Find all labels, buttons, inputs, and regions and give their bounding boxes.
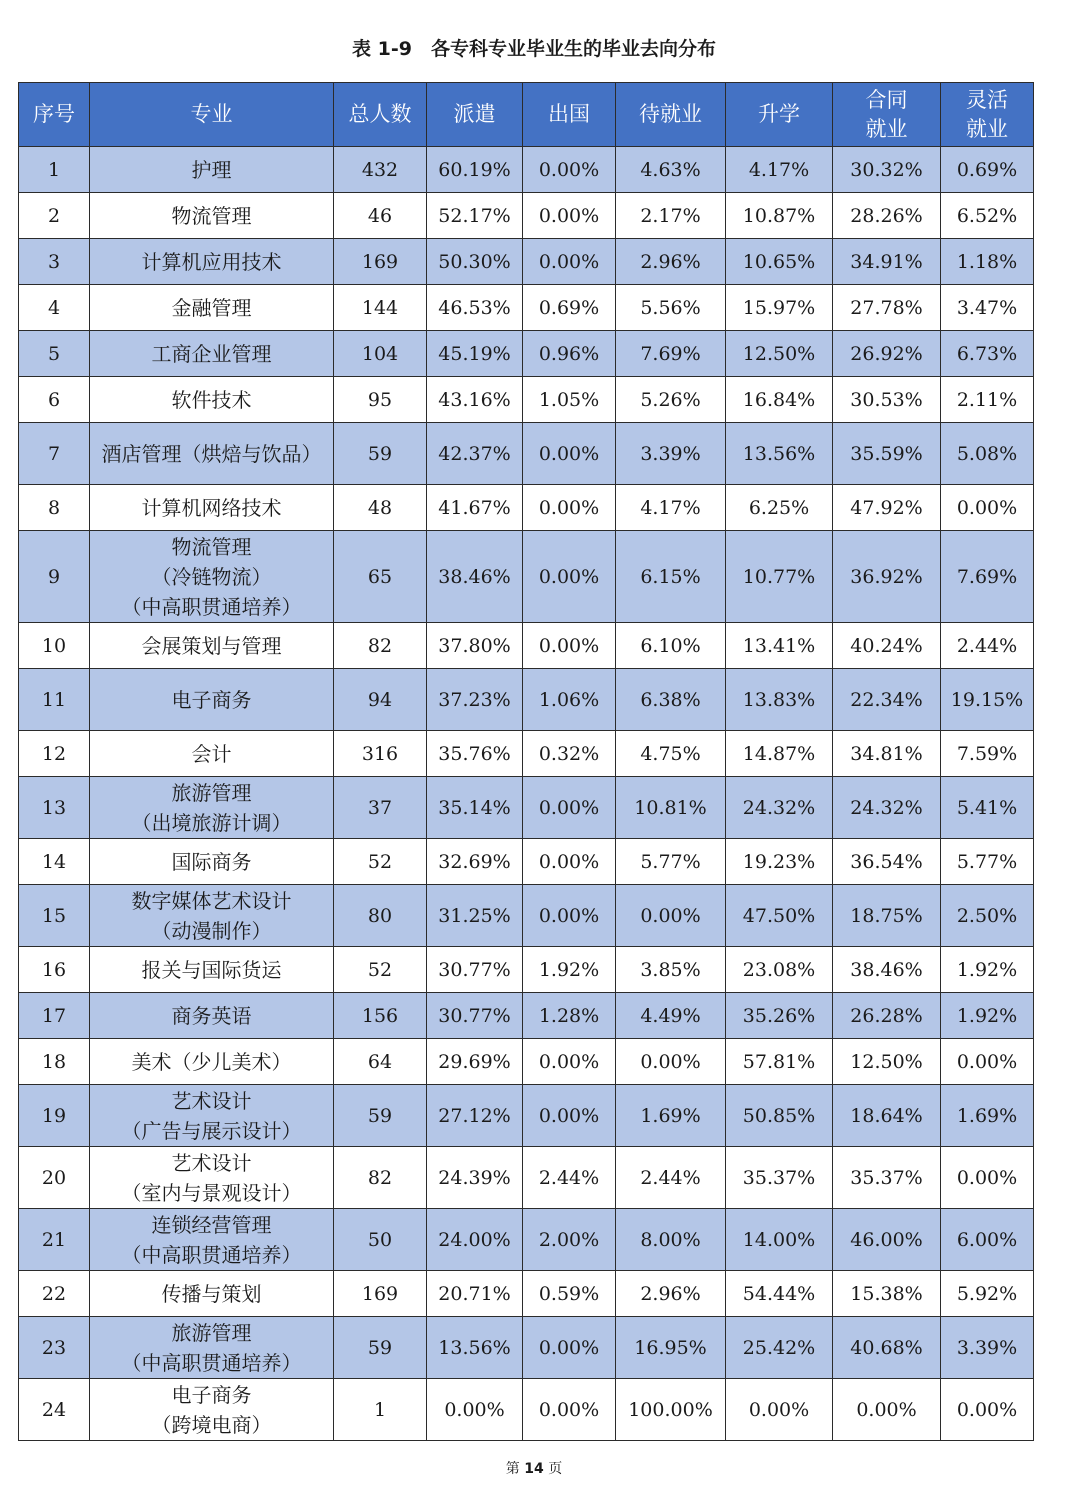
cell-flexible: 1.69% bbox=[941, 1085, 1034, 1147]
cell-total: 156 bbox=[334, 993, 427, 1039]
table-row bbox=[19, 623, 1034, 669]
table-row bbox=[19, 331, 1034, 377]
cell-contract: 22.34% bbox=[833, 669, 941, 731]
cell-contract: 46.00% bbox=[833, 1209, 941, 1271]
cell-abroad: 0.00% bbox=[523, 1379, 616, 1441]
table-row bbox=[19, 147, 1034, 193]
cell-waiting: 4.75% bbox=[616, 731, 726, 777]
cell-flexible: 5.08% bbox=[941, 423, 1034, 485]
cell-flexible: 6.52% bbox=[941, 193, 1034, 239]
cell-further-study: 15.97% bbox=[726, 285, 833, 331]
cell-contract: 35.59% bbox=[833, 423, 941, 485]
cell-dispatch: 37.23% bbox=[427, 669, 523, 731]
cell-index: 23 bbox=[19, 1317, 90, 1379]
cell-dispatch: 38.46% bbox=[427, 531, 523, 623]
cell-waiting: 5.26% bbox=[616, 377, 726, 423]
cell-index: 4 bbox=[19, 285, 90, 331]
cell-further-study: 14.87% bbox=[726, 731, 833, 777]
cell-major: 商务英语 bbox=[90, 993, 334, 1039]
cell-further-study: 54.44% bbox=[726, 1271, 833, 1317]
cell-total: 50 bbox=[334, 1209, 427, 1271]
cell-waiting: 8.00% bbox=[616, 1209, 726, 1271]
cell-flexible: 7.69% bbox=[941, 531, 1034, 623]
cell-further-study: 10.77% bbox=[726, 531, 833, 623]
cell-total: 95 bbox=[334, 377, 427, 423]
table-row bbox=[19, 993, 1034, 1039]
cell-major: 软件技术 bbox=[90, 377, 334, 423]
cell-dispatch: 30.77% bbox=[427, 947, 523, 993]
cell-major: 旅游管理 （出境旅游计调） bbox=[90, 777, 334, 839]
cell-further-study: 10.65% bbox=[726, 239, 833, 285]
cell-index: 16 bbox=[19, 947, 90, 993]
cell-contract: 34.81% bbox=[833, 731, 941, 777]
cell-index: 8 bbox=[19, 485, 90, 531]
cell-waiting: 3.85% bbox=[616, 947, 726, 993]
cell-major: 连锁经营管理 （中高职贯通培养） bbox=[90, 1209, 334, 1271]
cell-total: 104 bbox=[334, 331, 427, 377]
cell-total: 316 bbox=[334, 731, 427, 777]
cell-waiting: 7.69% bbox=[616, 331, 726, 377]
table-row bbox=[19, 1317, 1034, 1379]
cell-total: 82 bbox=[334, 623, 427, 669]
cell-dispatch: 20.71% bbox=[427, 1271, 523, 1317]
header-index: 序号 bbox=[19, 83, 90, 147]
cell-abroad: 0.00% bbox=[523, 239, 616, 285]
cell-contract: 18.64% bbox=[833, 1085, 941, 1147]
cell-contract: 36.92% bbox=[833, 531, 941, 623]
cell-major: 电子商务 （跨境电商） bbox=[90, 1379, 334, 1441]
cell-waiting: 5.56% bbox=[616, 285, 726, 331]
cell-abroad: 0.59% bbox=[523, 1271, 616, 1317]
cell-abroad: 0.00% bbox=[523, 885, 616, 947]
cell-major: 会展策划与管理 bbox=[90, 623, 334, 669]
cell-further-study: 14.00% bbox=[726, 1209, 833, 1271]
cell-further-study: 4.17% bbox=[726, 147, 833, 193]
cell-abroad: 1.05% bbox=[523, 377, 616, 423]
cell-dispatch: 45.19% bbox=[427, 331, 523, 377]
cell-dispatch: 41.67% bbox=[427, 485, 523, 531]
cell-major: 传播与策划 bbox=[90, 1271, 334, 1317]
header-dispatch: 派遣 bbox=[427, 83, 523, 147]
page-footer bbox=[0, 1458, 1068, 1478]
cell-abroad: 2.00% bbox=[523, 1209, 616, 1271]
footer-suffix: 页 bbox=[548, 1461, 563, 1477]
cell-index: 24 bbox=[19, 1379, 90, 1441]
table-title: 表 1-9 各专科专业毕业生的毕业去向分布 bbox=[352, 38, 716, 60]
cell-total: 169 bbox=[334, 1271, 427, 1317]
cell-index: 18 bbox=[19, 1039, 90, 1085]
cell-waiting: 16.95% bbox=[616, 1317, 726, 1379]
cell-dispatch: 30.77% bbox=[427, 993, 523, 1039]
cell-total: 46 bbox=[334, 193, 427, 239]
table-row bbox=[19, 777, 1034, 839]
cell-major: 护理 bbox=[90, 147, 334, 193]
cell-flexible: 1.18% bbox=[941, 239, 1034, 285]
cell-index: 20 bbox=[19, 1147, 90, 1209]
cell-waiting: 2.44% bbox=[616, 1147, 726, 1209]
cell-waiting: 4.63% bbox=[616, 147, 726, 193]
cell-flexible: 6.73% bbox=[941, 331, 1034, 377]
cell-waiting: 4.49% bbox=[616, 993, 726, 1039]
cell-index: 12 bbox=[19, 731, 90, 777]
cell-index: 6 bbox=[19, 377, 90, 423]
table-row bbox=[19, 1271, 1034, 1317]
header-contract-employment: 合同 就业 bbox=[833, 83, 941, 147]
cell-further-study: 19.23% bbox=[726, 839, 833, 885]
cell-further-study: 6.25% bbox=[726, 485, 833, 531]
table-row bbox=[19, 731, 1034, 777]
header-waiting: 待就业 bbox=[616, 83, 726, 147]
cell-further-study: 10.87% bbox=[726, 193, 833, 239]
cell-flexible: 19.15% bbox=[941, 669, 1034, 731]
cell-dispatch: 46.53% bbox=[427, 285, 523, 331]
cell-further-study: 12.50% bbox=[726, 331, 833, 377]
cell-abroad: 0.00% bbox=[523, 147, 616, 193]
cell-index: 3 bbox=[19, 239, 90, 285]
cell-index: 9 bbox=[19, 531, 90, 623]
cell-total: 52 bbox=[334, 947, 427, 993]
cell-further-study: 24.32% bbox=[726, 777, 833, 839]
cell-dispatch: 27.12% bbox=[427, 1085, 523, 1147]
cell-total: 1 bbox=[334, 1379, 427, 1441]
cell-abroad: 0.00% bbox=[523, 777, 616, 839]
cell-total: 59 bbox=[334, 423, 427, 485]
cell-further-study: 35.26% bbox=[726, 993, 833, 1039]
cell-abroad: 0.00% bbox=[523, 423, 616, 485]
cell-contract: 27.78% bbox=[833, 285, 941, 331]
table-row bbox=[19, 885, 1034, 947]
cell-total: 48 bbox=[334, 485, 427, 531]
cell-abroad: 0.00% bbox=[523, 623, 616, 669]
cell-waiting: 4.17% bbox=[616, 485, 726, 531]
cell-abroad: 1.28% bbox=[523, 993, 616, 1039]
cell-major: 美术（少儿美术） bbox=[90, 1039, 334, 1085]
cell-index: 19 bbox=[19, 1085, 90, 1147]
cell-index: 2 bbox=[19, 193, 90, 239]
cell-dispatch: 37.80% bbox=[427, 623, 523, 669]
table-row bbox=[19, 485, 1034, 531]
cell-index: 21 bbox=[19, 1209, 90, 1271]
cell-waiting: 2.17% bbox=[616, 193, 726, 239]
cell-flexible: 1.92% bbox=[941, 947, 1034, 993]
cell-total: 37 bbox=[334, 777, 427, 839]
cell-major: 计算机应用技术 bbox=[90, 239, 334, 285]
cell-further-study: 25.42% bbox=[726, 1317, 833, 1379]
cell-major: 报关与国际货运 bbox=[90, 947, 334, 993]
cell-dispatch: 60.19% bbox=[427, 147, 523, 193]
cell-contract: 24.32% bbox=[833, 777, 941, 839]
cell-index: 17 bbox=[19, 993, 90, 1039]
cell-abroad: 2.44% bbox=[523, 1147, 616, 1209]
table-row bbox=[19, 947, 1034, 993]
cell-waiting: 6.10% bbox=[616, 623, 726, 669]
cell-total: 94 bbox=[334, 669, 427, 731]
cell-dispatch: 24.00% bbox=[427, 1209, 523, 1271]
table-row bbox=[19, 531, 1034, 623]
cell-waiting: 6.38% bbox=[616, 669, 726, 731]
cell-further-study: 13.56% bbox=[726, 423, 833, 485]
cell-waiting: 10.81% bbox=[616, 777, 726, 839]
cell-abroad: 1.92% bbox=[523, 947, 616, 993]
cell-contract: 30.32% bbox=[833, 147, 941, 193]
cell-abroad: 1.06% bbox=[523, 669, 616, 731]
table-row bbox=[19, 377, 1034, 423]
cell-flexible: 2.50% bbox=[941, 885, 1034, 947]
graduate-destination-table bbox=[18, 82, 1034, 1441]
cell-contract: 38.46% bbox=[833, 947, 941, 993]
cell-index: 14 bbox=[19, 839, 90, 885]
cell-contract: 26.28% bbox=[833, 993, 941, 1039]
cell-major: 工商企业管理 bbox=[90, 331, 334, 377]
cell-major: 会计 bbox=[90, 731, 334, 777]
cell-contract: 34.91% bbox=[833, 239, 941, 285]
cell-flexible: 2.11% bbox=[941, 377, 1034, 423]
cell-flexible: 6.00% bbox=[941, 1209, 1034, 1271]
cell-abroad: 0.69% bbox=[523, 285, 616, 331]
cell-contract: 35.37% bbox=[833, 1147, 941, 1209]
cell-abroad: 0.32% bbox=[523, 731, 616, 777]
cell-waiting: 5.77% bbox=[616, 839, 726, 885]
header-total: 总人数 bbox=[334, 83, 427, 147]
cell-index: 7 bbox=[19, 423, 90, 485]
cell-dispatch: 50.30% bbox=[427, 239, 523, 285]
cell-major: 电子商务 bbox=[90, 669, 334, 731]
cell-total: 59 bbox=[334, 1085, 427, 1147]
cell-contract: 15.38% bbox=[833, 1271, 941, 1317]
cell-flexible: 3.47% bbox=[941, 285, 1034, 331]
cell-index: 15 bbox=[19, 885, 90, 947]
cell-dispatch: 13.56% bbox=[427, 1317, 523, 1379]
cell-contract: 28.26% bbox=[833, 193, 941, 239]
cell-flexible: 0.00% bbox=[941, 485, 1034, 531]
cell-dispatch: 52.17% bbox=[427, 193, 523, 239]
cell-major: 金融管理 bbox=[90, 285, 334, 331]
cell-dispatch: 0.00% bbox=[427, 1379, 523, 1441]
cell-further-study: 57.81% bbox=[726, 1039, 833, 1085]
table-row bbox=[19, 239, 1034, 285]
cell-flexible: 0.00% bbox=[941, 1039, 1034, 1085]
cell-index: 10 bbox=[19, 623, 90, 669]
cell-contract: 12.50% bbox=[833, 1039, 941, 1085]
cell-waiting: 6.15% bbox=[616, 531, 726, 623]
cell-dispatch: 35.76% bbox=[427, 731, 523, 777]
cell-major: 物流管理 bbox=[90, 193, 334, 239]
cell-waiting: 3.39% bbox=[616, 423, 726, 485]
header-major: 专业 bbox=[90, 83, 334, 147]
cell-dispatch: 43.16% bbox=[427, 377, 523, 423]
cell-waiting: 2.96% bbox=[616, 1271, 726, 1317]
cell-further-study: 0.00% bbox=[726, 1379, 833, 1441]
cell-index: 13 bbox=[19, 777, 90, 839]
cell-further-study: 50.85% bbox=[726, 1085, 833, 1147]
cell-major: 艺术设计 （广告与展示设计） bbox=[90, 1085, 334, 1147]
cell-further-study: 13.83% bbox=[726, 669, 833, 731]
cell-flexible: 3.39% bbox=[941, 1317, 1034, 1379]
cell-abroad: 0.00% bbox=[523, 485, 616, 531]
table-row bbox=[19, 669, 1034, 731]
table-row bbox=[19, 423, 1034, 485]
cell-further-study: 47.50% bbox=[726, 885, 833, 947]
header-abroad: 出国 bbox=[523, 83, 616, 147]
cell-waiting: 0.00% bbox=[616, 1039, 726, 1085]
page-number: 14 bbox=[524, 1461, 544, 1477]
cell-total: 65 bbox=[334, 531, 427, 623]
cell-further-study: 13.41% bbox=[726, 623, 833, 669]
cell-contract: 47.92% bbox=[833, 485, 941, 531]
cell-contract: 0.00% bbox=[833, 1379, 941, 1441]
cell-abroad: 0.00% bbox=[523, 1317, 616, 1379]
cell-total: 52 bbox=[334, 839, 427, 885]
cell-waiting: 0.00% bbox=[616, 885, 726, 947]
cell-waiting: 100.00% bbox=[616, 1379, 726, 1441]
cell-flexible: 0.69% bbox=[941, 147, 1034, 193]
cell-total: 59 bbox=[334, 1317, 427, 1379]
cell-major: 国际商务 bbox=[90, 839, 334, 885]
cell-contract: 40.24% bbox=[833, 623, 941, 669]
header-row bbox=[19, 83, 1034, 147]
cell-flexible: 5.41% bbox=[941, 777, 1034, 839]
cell-major: 旅游管理 （中高职贯通培养） bbox=[90, 1317, 334, 1379]
cell-waiting: 1.69% bbox=[616, 1085, 726, 1147]
footer-prefix: 第 bbox=[505, 1461, 520, 1477]
table-row bbox=[19, 1085, 1034, 1147]
cell-contract: 36.54% bbox=[833, 839, 941, 885]
cell-index: 22 bbox=[19, 1271, 90, 1317]
cell-index: 5 bbox=[19, 331, 90, 377]
cell-dispatch: 31.25% bbox=[427, 885, 523, 947]
cell-flexible: 0.00% bbox=[941, 1147, 1034, 1209]
cell-abroad: 0.00% bbox=[523, 1085, 616, 1147]
cell-contract: 40.68% bbox=[833, 1317, 941, 1379]
cell-abroad: 0.00% bbox=[523, 839, 616, 885]
cell-flexible: 7.59% bbox=[941, 731, 1034, 777]
table-row bbox=[19, 839, 1034, 885]
cell-total: 80 bbox=[334, 885, 427, 947]
cell-dispatch: 29.69% bbox=[427, 1039, 523, 1085]
table-row bbox=[19, 193, 1034, 239]
cell-abroad: 0.00% bbox=[523, 531, 616, 623]
cell-flexible: 2.44% bbox=[941, 623, 1034, 669]
cell-contract: 26.92% bbox=[833, 331, 941, 377]
cell-further-study: 23.08% bbox=[726, 947, 833, 993]
cell-further-study: 16.84% bbox=[726, 377, 833, 423]
cell-major: 酒店管理（烘焙与饮品） bbox=[90, 423, 334, 485]
table-row bbox=[19, 285, 1034, 331]
cell-major: 计算机网络技术 bbox=[90, 485, 334, 531]
cell-dispatch: 35.14% bbox=[427, 777, 523, 839]
cell-further-study: 35.37% bbox=[726, 1147, 833, 1209]
table-body bbox=[19, 147, 1034, 1441]
cell-abroad: 0.00% bbox=[523, 1039, 616, 1085]
cell-flexible: 0.00% bbox=[941, 1379, 1034, 1441]
table-row bbox=[19, 1147, 1034, 1209]
cell-total: 82 bbox=[334, 1147, 427, 1209]
table-row bbox=[19, 1039, 1034, 1085]
cell-contract: 30.53% bbox=[833, 377, 941, 423]
cell-total: 144 bbox=[334, 285, 427, 331]
cell-contract: 18.75% bbox=[833, 885, 941, 947]
cell-abroad: 0.96% bbox=[523, 331, 616, 377]
cell-major: 艺术设计 （室内与景观设计） bbox=[90, 1147, 334, 1209]
cell-flexible: 1.92% bbox=[941, 993, 1034, 1039]
cell-index: 11 bbox=[19, 669, 90, 731]
cell-major: 物流管理 （冷链物流） （中高职贯通培养） bbox=[90, 531, 334, 623]
table-row bbox=[19, 1209, 1034, 1271]
cell-index: 1 bbox=[19, 147, 90, 193]
cell-dispatch: 32.69% bbox=[427, 839, 523, 885]
cell-flexible: 5.92% bbox=[941, 1271, 1034, 1317]
cell-flexible: 5.77% bbox=[941, 839, 1034, 885]
cell-waiting: 2.96% bbox=[616, 239, 726, 285]
cell-dispatch: 42.37% bbox=[427, 423, 523, 485]
cell-total: 169 bbox=[334, 239, 427, 285]
cell-dispatch: 24.39% bbox=[427, 1147, 523, 1209]
header-flexible-employment: 灵活 就业 bbox=[941, 83, 1034, 147]
cell-total: 432 bbox=[334, 147, 427, 193]
cell-total: 64 bbox=[334, 1039, 427, 1085]
cell-major: 数字媒体艺术设计 （动漫制作） bbox=[90, 885, 334, 947]
table-row bbox=[19, 1379, 1034, 1441]
cell-abroad: 0.00% bbox=[523, 193, 616, 239]
header-further-study: 升学 bbox=[726, 83, 833, 147]
